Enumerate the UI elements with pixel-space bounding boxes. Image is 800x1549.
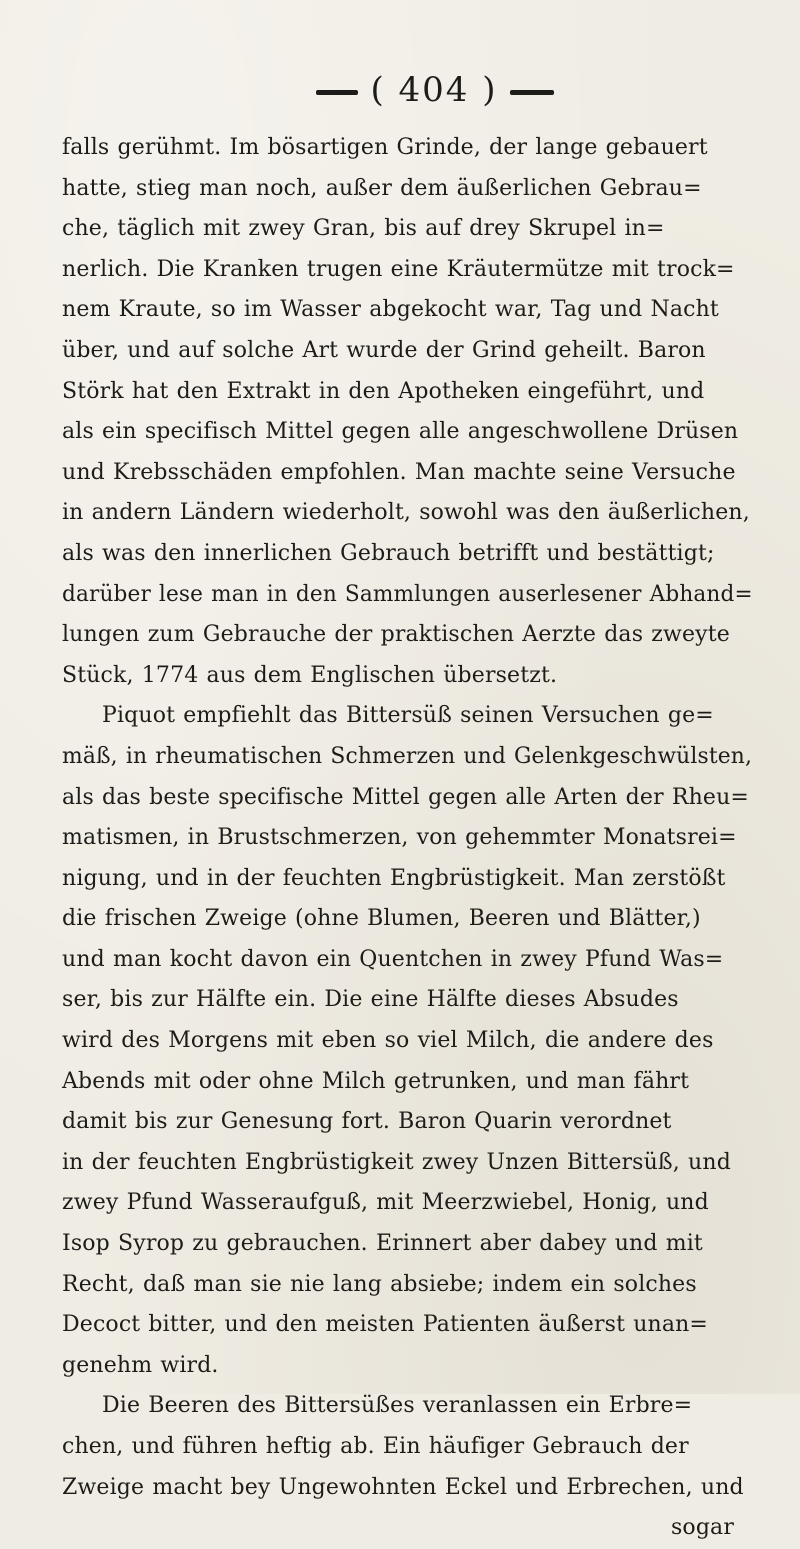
text-line: in der feuchten Engbrüstigkeit zwey Unzen Bittersüß, und xyxy=(62,1149,731,1175)
text-line: nigung, und in der feuchten Engbrüstigkeit. Man zerstößt xyxy=(62,865,726,891)
text-line: ser, bis zur Hälfte ein. Die eine Hälfte dieses Absudes xyxy=(62,987,679,1013)
text-line: Abends mit oder ohne Milch getrunken, und man fährt xyxy=(62,1068,690,1094)
text-line: darüber lese man in den Sammlungen auserlesener Abhand= xyxy=(62,581,753,607)
text-line: Zweige macht bey Ungewohnten Eckel und Erbrechen, und xyxy=(62,1474,744,1500)
catchword-line: sogar xyxy=(670,1515,734,1541)
page-header xyxy=(0,62,800,122)
text-line: zwey Pfund Wasseraufguß, mit Meerzwiebel, Honig, und xyxy=(62,1190,709,1216)
text-line: hatte, stieg man noch, außer dem äußerlichen Gebrau= xyxy=(62,175,702,201)
text-line: Stück, 1774 aus dem Englischen übersetzt. xyxy=(62,662,558,688)
text-line: Isop Syrop zu gebrauchen. Erinnert aber dabey und mit xyxy=(62,1231,703,1257)
page-number: ( 404 ) xyxy=(370,70,498,110)
text-line: matismen, in Brustschmerzen, von gehemmter Monatsrei= xyxy=(62,825,737,851)
text-line: und Krebsschäden empfohlen. Man machte seine Versuche xyxy=(62,459,736,485)
text-line: als das beste specifische Mittel gegen alle Arten der Rheu= xyxy=(62,784,749,810)
text-line: Störk hat den Extrakt in den Apotheken eingeführt, und xyxy=(62,378,705,404)
text-line: über, und auf solche Art wurde der Grind geheilt. Baron xyxy=(62,337,706,363)
text-line: Recht, daß man sie nie lang absiebe; indem ein solches xyxy=(62,1271,697,1297)
text-line: als was den innerlichen Gebrauch betrifft und bestättigt; xyxy=(62,540,715,566)
text-line: chen, und führen heftig ab. Ein häufiger Gebrauch der xyxy=(62,1434,689,1459)
text-line: nerlich. Die Kranken trugen eine Kräutermütze mit trock= xyxy=(62,256,735,282)
text-line: in andern Ländern wiederholt, sowohl was den äußerlichen, xyxy=(62,500,750,526)
header-rule-right xyxy=(510,90,554,95)
paragraph-start-line: Die Beeren des Bittersüßes veranlassen ein Erbre= xyxy=(102,1393,693,1419)
header-rule-left xyxy=(316,90,358,95)
text-line: wird des Morgens mit eben so viel Milch, die andere des xyxy=(62,1028,714,1054)
text-line: die frischen Zweige (ohne Blumen, Beeren und Blätter,) xyxy=(62,906,701,932)
text-line: Decoct bitter, und den meisten Patienten äußerst unan= xyxy=(62,1312,709,1338)
text-line: falls gerühmt. Im bösartigen Grinde, der lange gebauert xyxy=(62,135,708,160)
text-line: mäß, in rheumatischen Schmerzen und Gelenkgeschwülsten, xyxy=(62,743,753,769)
text-line: lungen zum Gebrauche der praktischen Aerzte das zweyte xyxy=(62,622,730,648)
text-line: che, täglich mit zwey Gran, bis auf drey Skrupel in= xyxy=(62,216,665,242)
text-line: als ein specifisch Mittel gegen alle angeschwollene Drüsen xyxy=(62,419,739,445)
body-text xyxy=(62,128,762,1549)
text-line: damit bis zur Genesung fort. Baron Quarin verordnet xyxy=(62,1109,672,1135)
text-line: nem Kraute, so im Wasser abgekocht war, Tag und Nacht xyxy=(62,297,719,323)
text-line: genehm wird. xyxy=(62,1352,219,1378)
paragraph-start-line: Piquot empfiehlt das Bittersüß seinen Versuchen ge= xyxy=(102,703,714,729)
text-line: und man kocht davon ein Quentchen in zwey Pfund Was= xyxy=(62,946,724,972)
